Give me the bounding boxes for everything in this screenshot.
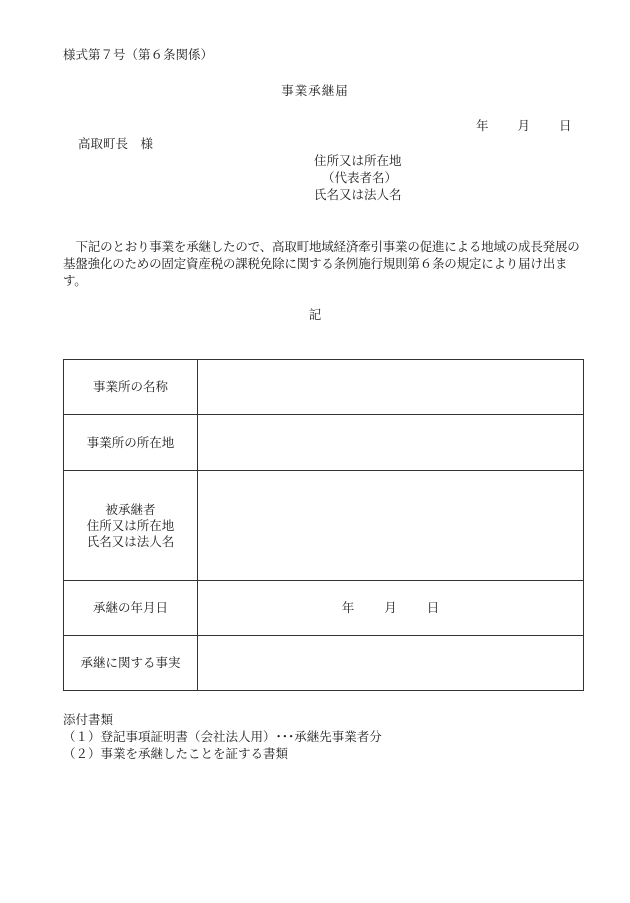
table-row	[64, 471, 584, 581]
submission-date	[476, 118, 572, 134]
document-title: 事業承継届	[281, 83, 349, 98]
month-label: 月	[517, 118, 531, 133]
attachment-item: （１）登記事項証明書（会社法人用）･･･承継先事業者分	[63, 729, 382, 744]
field-label-office-location: 事業所の所在地	[64, 415, 198, 471]
table-row	[64, 360, 584, 415]
field-label-succession-date: 承継の年月日	[64, 581, 198, 636]
attachments-section	[63, 711, 382, 762]
field-value-succession-facts[interactable]	[198, 636, 584, 691]
applicant-block	[314, 152, 402, 203]
attachments-heading: 添付書類	[63, 712, 114, 727]
field-value-predecessor[interactable]	[198, 471, 584, 581]
year-label: 年	[476, 118, 489, 133]
table-row	[64, 581, 584, 636]
body-text: 下記のとおり事業を承継したので、高取町地域経済牽引事業の促進による地域の成長発展の基盤強化のための固定資産税の課税免除に関する条例施行規則第６条の規定により届け出ます。	[63, 239, 580, 288]
applicant-representative-label: （代表者名）	[322, 170, 398, 185]
applicant-name-label: 氏名又は法人名	[314, 187, 402, 202]
form-number: 様式第７号（第６条関係）	[63, 47, 214, 62]
field-label-predecessor: 被承継者 住所又は所在地 氏名又は法人名	[64, 471, 198, 581]
addressee: 高取町長 様	[78, 136, 154, 151]
applicant-address-label: 住所又は所在地	[314, 153, 402, 168]
field-value-succession-date[interactable]: 年 月 日	[198, 581, 584, 636]
field-label-office-name: 事業所の名称	[64, 360, 198, 415]
table-row	[64, 636, 584, 691]
attachment-item: （２）事業を承継したことを証する書類	[63, 746, 289, 761]
field-value-office-name[interactable]	[198, 360, 584, 415]
field-label-succession-facts: 承継に関する事実	[64, 636, 198, 691]
ki-heading: 記	[308, 307, 322, 322]
succession-form-table	[63, 359, 584, 691]
table-row	[64, 415, 584, 471]
day-label: 日	[559, 118, 572, 133]
field-value-office-location[interactable]	[198, 415, 584, 471]
